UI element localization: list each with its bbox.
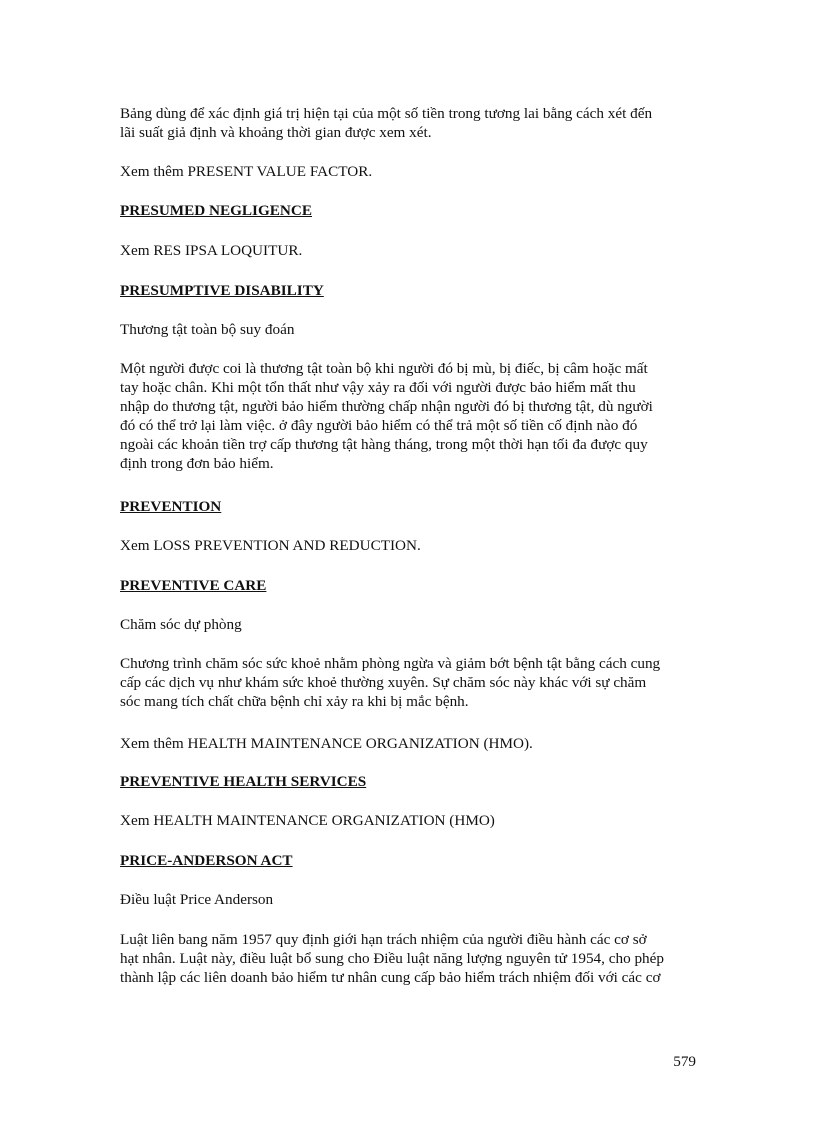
price-anderson-act-definition [120,930,700,987]
price-anderson-act-translation: Điều luật Price Anderson [120,891,274,908]
heading-prevention: PREVENTION [120,498,222,515]
heading-price-anderson-act: PRICE-ANDERSON ACT [120,852,293,869]
intro-definition [120,104,700,142]
definition-line: ngoài các khoản tiền trợ cấp thương tật hàng tháng, trong một thời hạn tối đa được quy [120,436,648,453]
definition-line: tay hoặc chân. Khi một tổn thất như vậy xảy ra đối với người được bảo hiểm mất thu [120,379,636,396]
definition-line: sóc mang tích chất chữa bệnh chỉ xảy ra khi bị mắc bệnh. [120,693,469,710]
definition-line: thành lập các liên doanh bảo hiểm tư nhân cung cấp bảo hiểm trách nhiệm đối với các cơ [120,969,661,986]
intro-see-also: Xem thêm PRESENT VALUE FACTOR. [120,163,373,180]
presumptive-disability-definition [120,359,700,473]
presumptive-disability-translation: Thương tật toàn bộ suy đoán [120,321,295,338]
definition-line: Luật liên bang năm 1957 quy định giới hạn trách nhiệm của người điều hành các cơ sở [120,931,647,948]
definition-line: định trong đơn bảo hiểm. [120,455,274,472]
presumed-negligence-see: Xem RES IPSA LOQUITUR. [120,242,303,259]
preventive-care-translation: Chăm sóc dự phòng [120,616,242,633]
definition-line: Chương trình chăm sóc sức khoẻ nhằm phòng ngừa và giảm bớt bệnh tật bằng cách cung [120,655,661,672]
heading-preventive-health-services: PREVENTIVE HEALTH SERVICES [120,773,367,790]
definition-line: nhập do thương tật, người bảo hiểm thường chấp nhận người đó bị thương tật, dù người [120,398,653,415]
definition-line: hạt nhân. Luật này, điều luật bổ sung cho Điều luật năng lượng nguyên tử 1954, cho phép [120,950,664,967]
preventive-care-definition [120,654,700,711]
heading-preventive-care: PREVENTIVE CARE [120,577,267,594]
heading-presumptive-disability: PRESUMPTIVE DISABILITY [120,282,324,299]
preventive-health-services-see: Xem HEALTH MAINTENANCE ORGANIZATION (HMO) [120,812,495,829]
heading-presumed-negligence: PRESUMED NEGLIGENCE [120,202,312,219]
definition-line: đó có thể trở lại làm việc. ở đây người bảo hiểm có thể trả một số tiền cố định nào đó [120,417,638,434]
definition-line: cấp các dịch vụ như khám sức khoẻ thường xuyên. Sự chăm sóc này khác với sự chăm [120,674,647,691]
intro-definition-line: lãi suất giả định và khoảng thời gian được xem xét. [120,124,432,141]
intro-definition-line: Bảng dùng để xác định giá trị hiện tại của một số tiền trong tương lai bằng cách xét đến [120,105,653,122]
definition-line: Một người được coi là thương tật toàn bộ khi người đó bị mù, bị điếc, bị câm hoặc mất [120,360,648,377]
page-number: 579 [673,1053,696,1070]
preventive-care-see-also: Xem thêm HEALTH MAINTENANCE ORGANIZATION (HMO). [120,735,533,752]
prevention-see: Xem LOSS PREVENTION AND REDUCTION. [120,537,421,554]
